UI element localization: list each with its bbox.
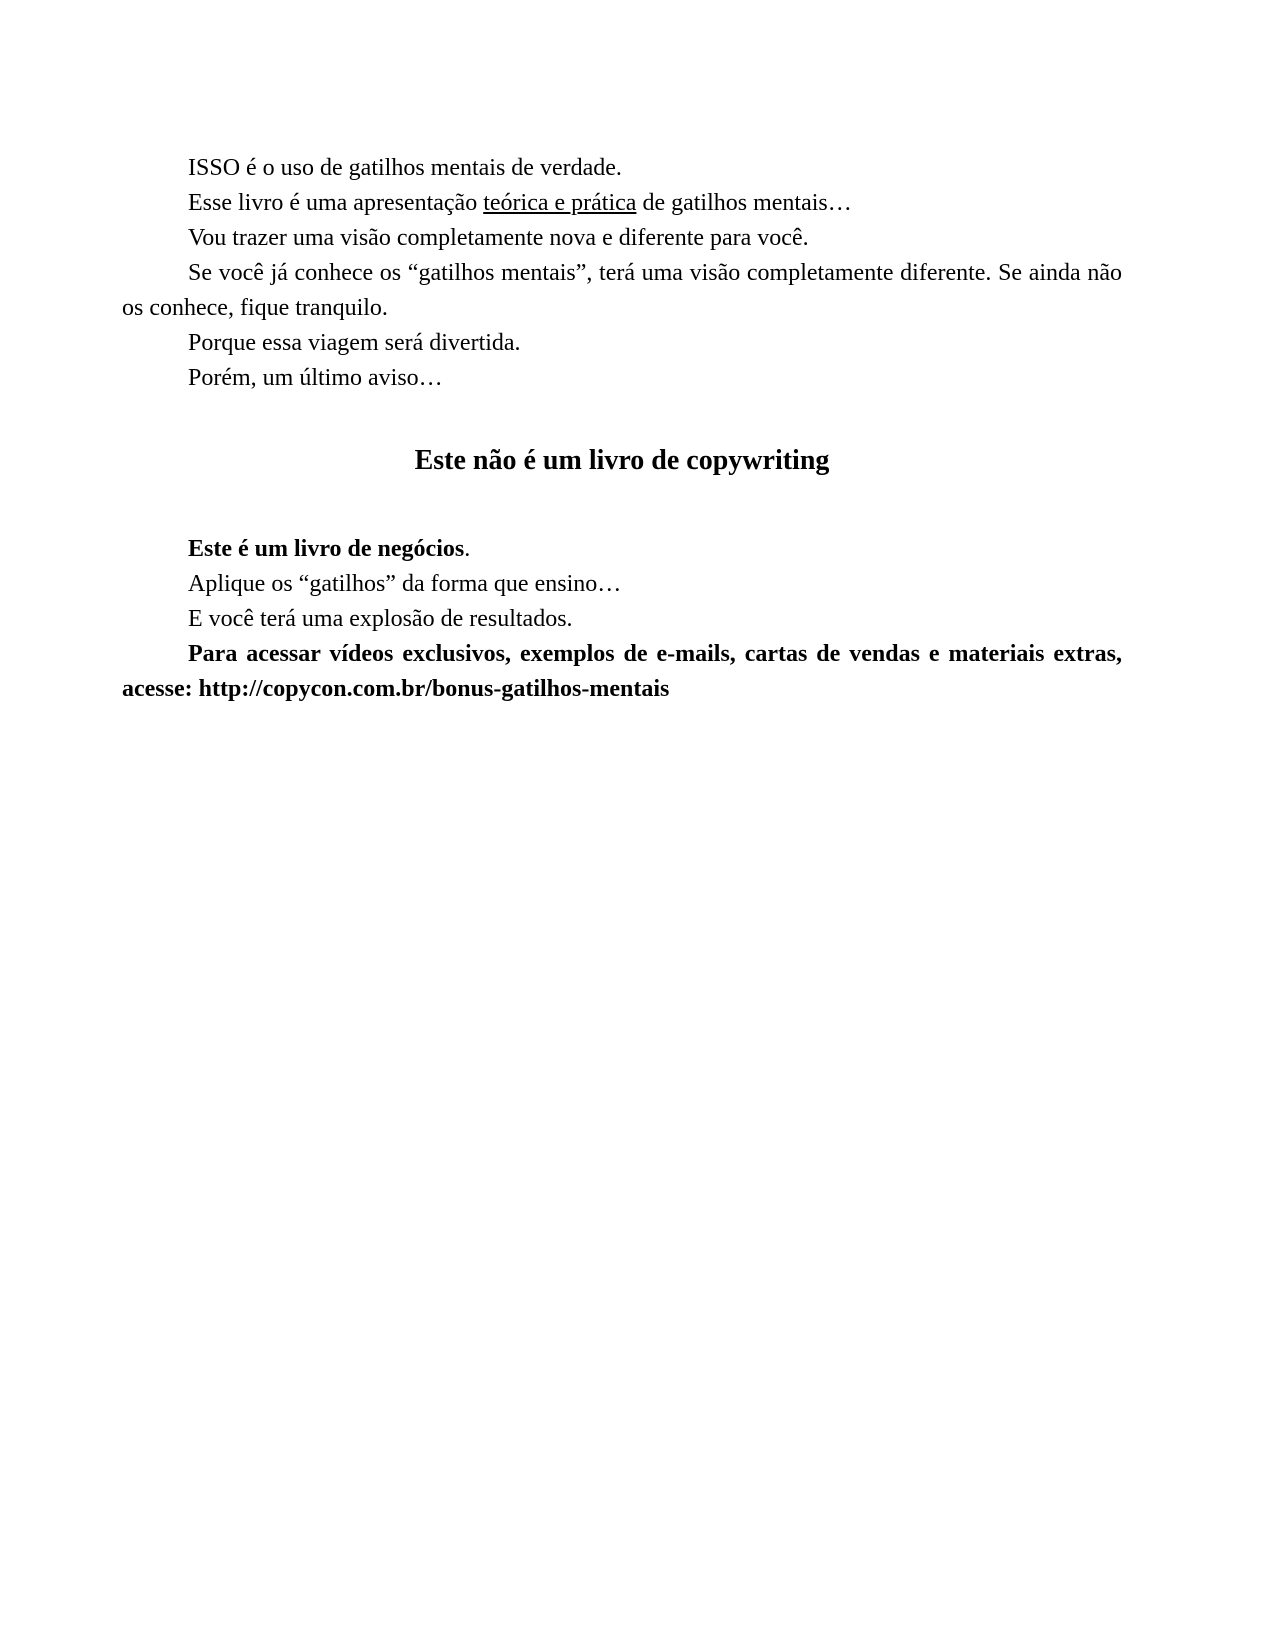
text-segment: Porém, um último aviso… <box>188 365 443 391</box>
chapter-heading: Este não é um livro de copywriting <box>414 445 830 476</box>
text-segment: Aplique os “gatilhos” da forma que ensino… <box>188 571 622 597</box>
text-segment: Porque essa viagem será divertida. <box>188 330 521 356</box>
paragraph-viagem-divertida <box>122 326 1122 361</box>
paragraph-se-voce-ja-conhece <box>122 256 1122 326</box>
text-segment: . <box>464 536 471 562</box>
paragraph-ultimo-aviso <box>122 361 1122 396</box>
text-segment: de gatilhos mentais… <box>636 190 852 216</box>
paragraph-livro-de-negocios <box>122 532 1122 567</box>
text-segment: Para acessar vídeos exclusivos, exemplos de e-mails, cartas de vendas e materiais extras, acesse: <box>122 641 1122 702</box>
text-segment: E você terá uma explosão de resultados. <box>188 606 573 632</box>
text-segment: Se você já conhece os “gatilhos mentais”, terá uma visão completamente diferente. Se ainda não os conhece, fique tranquilo. <box>122 260 1122 321</box>
underlined-phrase: teórica e prática <box>483 190 637 216</box>
body-paragraphs <box>122 151 1122 396</box>
paragraph-explosao-resultados <box>122 602 1122 637</box>
page-content <box>122 151 1122 707</box>
paragraph-visao-nova <box>122 221 1122 256</box>
text-segment: Esse livro é uma apresentação <box>188 190 484 216</box>
after-paragraphs <box>122 532 1122 707</box>
paragraph-aplique-gatilhos <box>122 567 1122 602</box>
paragraph-bonus <box>122 637 1122 707</box>
text-segment: Este é um livro de negócios <box>188 536 465 562</box>
bonus-url: http://copycon.com.br/bonus-gatilhos-mentais <box>198 676 670 702</box>
paragraph-apresentacao <box>122 186 1122 221</box>
text-segment: ISSO é o uso de gatilhos mentais de verdade. <box>188 155 622 181</box>
text-segment: Vou trazer uma visão completamente nova e diferente para você. <box>188 225 809 251</box>
paragraph-isso <box>122 151 1122 186</box>
